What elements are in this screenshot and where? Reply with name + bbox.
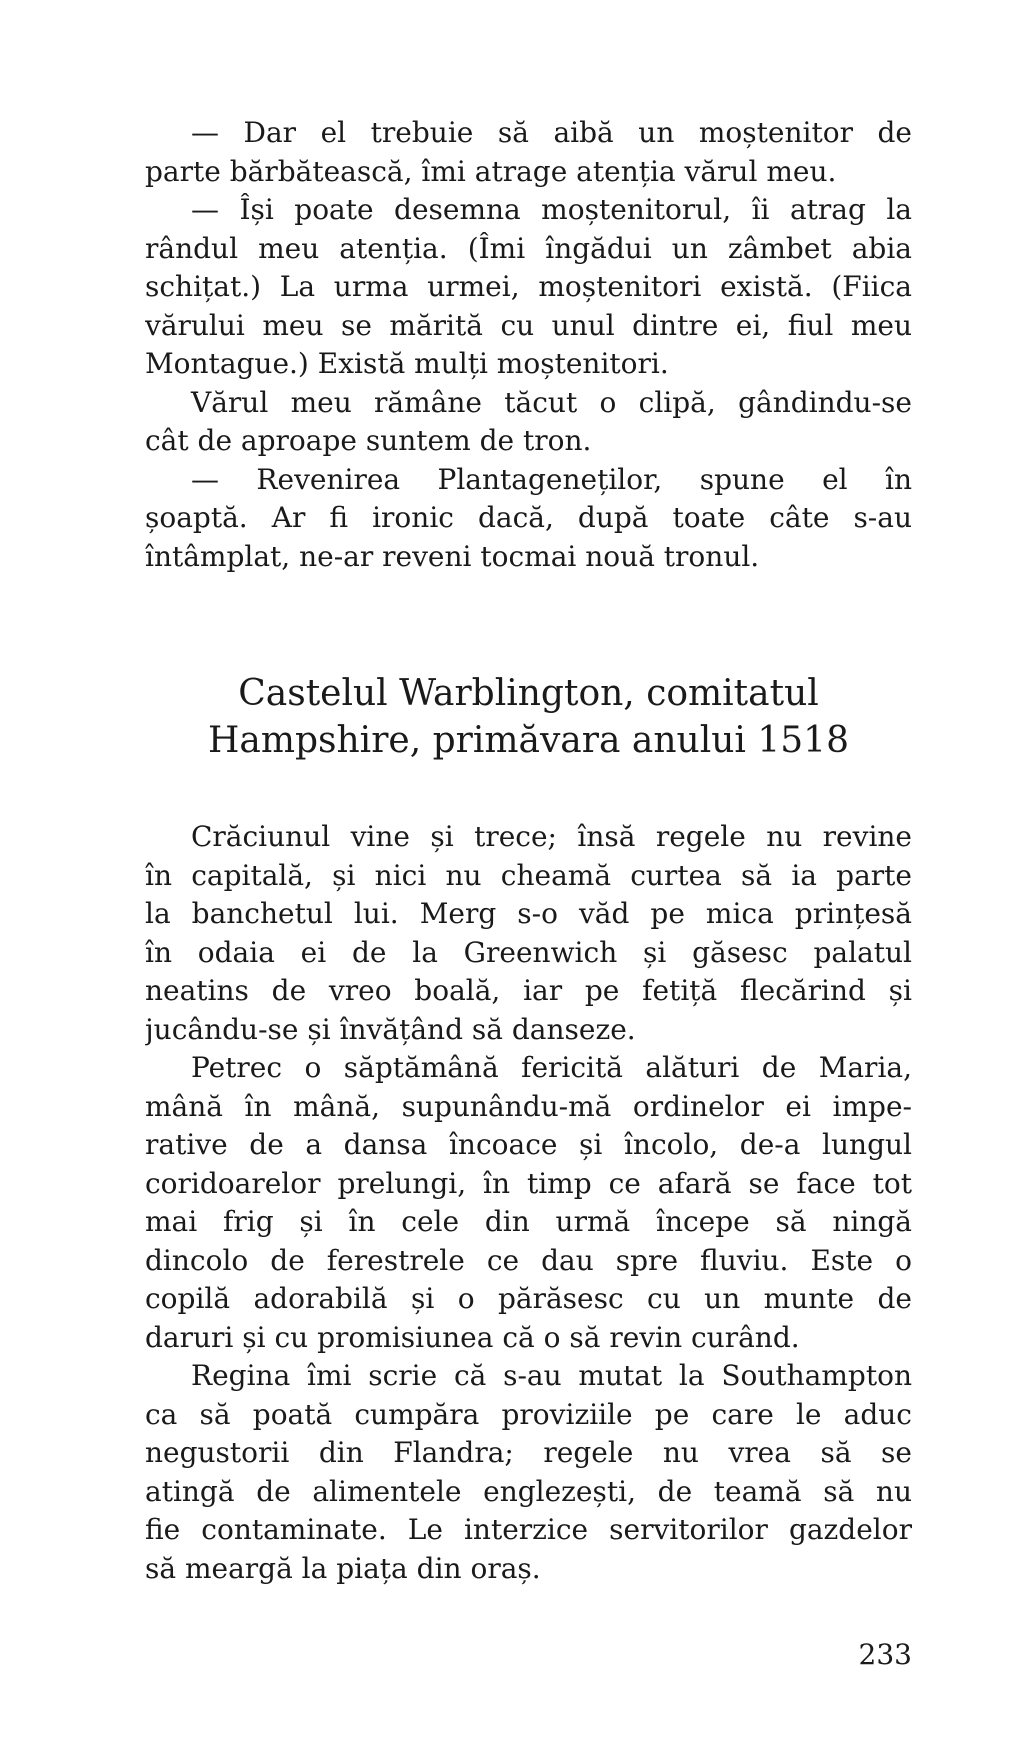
paragraph-line: fie contaminate. Le interzice servitorilor gazdelor: [145, 1513, 912, 1546]
paragraph-line: — Își poate desemna moștenitorul, îi atrag la: [191, 193, 912, 226]
page-number: 233: [858, 1638, 912, 1671]
paragraph-line: jucându-se și învățând să danseze.: [145, 1012, 636, 1046]
paragraph-line: daruri și cu promisiunea că o să revin curând.: [145, 1320, 800, 1354]
paragraph-line: mână în mână, supunându-mă ordinelor ei impe-: [145, 1089, 912, 1123]
paragraph-line: rative de a dansa încoace și încolo, de-a lungul: [145, 1128, 912, 1161]
paragraph-line: ca să poată cumpăra proviziile pe care le aduc: [145, 1397, 912, 1431]
paragraph-line: neatins de vreo boală, iar pe fetiță flecărind și: [145, 974, 912, 1007]
paragraph-line: Vărul meu rămâne tăcut o clipă, gândindu-se: [191, 385, 912, 419]
paragraph-line: — Dar el trebuie să aibă un moștenitor de: [191, 116, 912, 149]
paragraph-line: cât de aproape suntem de tron.: [145, 424, 592, 457]
paragraph-line: în capitală, și nici nu cheamă curtea să ia parte: [145, 858, 912, 892]
paragraph-line: rândul meu atenția. (Îmi îngădui un zâmbet abia: [145, 231, 912, 265]
paragraph-line: Montague.) Există mulți moștenitori.: [145, 347, 669, 380]
paragraph-line: vărului meu se mărită cu unul dintre ei, fiul meu: [145, 308, 912, 342]
paragraph-line: parte bărbătească, îmi atrage atenția vărul meu.: [145, 154, 837, 188]
paragraph-line: — Revenirea Plantageneților, spune el în: [191, 462, 912, 496]
paragraph-line: coridoarelor prelungi, în timp ce afară se face tot: [145, 1166, 912, 1200]
paragraph-line: Regina îmi scrie că s-au mutat la Southampton: [191, 1359, 912, 1392]
paragraph-line: să meargă la piața din oraș.: [145, 1551, 541, 1585]
section-heading: [145, 670, 912, 764]
heading-line: Castelul Warblington, comitatul: [238, 673, 819, 714]
paragraph-line: schițat.) La urma urmei, moștenitori există. (Fiica: [145, 270, 912, 303]
paragraph-line: atingă de alimentele englezești, de teamă să nu: [145, 1474, 912, 1508]
heading-line: Hampshire, primăvara anului 1518: [207, 720, 849, 761]
paragraph-line: negustorii din Flandra; regele nu vrea să se: [145, 1436, 912, 1469]
text-block-bottom: [145, 818, 912, 1588]
paragraph-line: întâmplat, ne-ar reveni tocmai nouă tronul.: [145, 539, 760, 573]
paragraph-line: la banchetul lui. Merg s-o văd pe mica prințesă: [145, 897, 912, 930]
paragraph-line: în odaia ei de la Greenwich și găsesc palatul: [145, 935, 912, 969]
paragraph-line: Petrec o săptămână fericită alături de Maria,: [191, 1051, 912, 1084]
text-block-top: [145, 114, 912, 576]
paragraph-line: dincolo de ferestrele ce dau spre fluviu. Este o: [145, 1243, 912, 1277]
paragraph-line: mai frig și în cele din urmă începe să ningă: [145, 1205, 912, 1238]
paragraph-line: copilă adorabilă și o părăsesc cu un munte de: [145, 1282, 912, 1315]
paragraph-line: Crăciunul vine și trece; însă regele nu revine: [191, 820, 912, 853]
paragraph-line: șoaptă. Ar fi ironic dacă, după toate câte s-au: [145, 501, 912, 534]
